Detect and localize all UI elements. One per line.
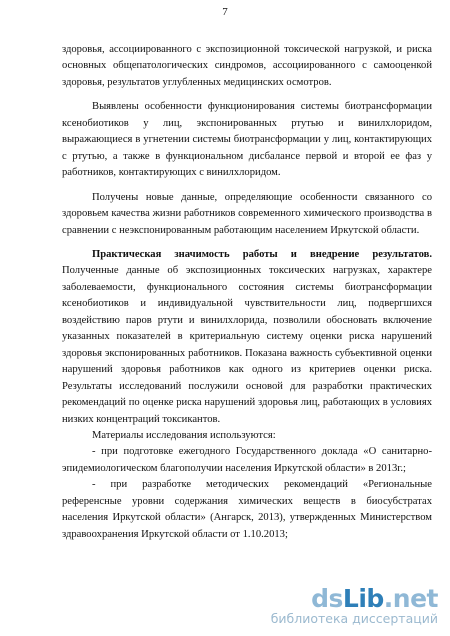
document-body bbox=[62, 42, 432, 543]
paragraph-2: Выявлены особенности функционирования системы биотрансформации ксенобиотиков у лиц, экспонированных ртутью и винилхлоридом, выражающиеся в угнетении системы биотрансформации у лиц, контактирующих с ртутью, а также в функциональном дисбалансе первой и второй ее фаз у работников, контактирующих с винилхлоридом. bbox=[62, 101, 432, 179]
list-item-1: - при подготовке ежегодного Государственного доклада «О санитарно-эпидемиологическом благополучии населения Иркутской области» в 2013г.; bbox=[62, 446, 432, 474]
paragraph-1: здоровья, ассоциированного с экспозиционной токсической нагрузкой, и риска основных общепатологических синдромов, ассоциированного с самооценкой здоровья, результатов углубленных медицинских осмотров. bbox=[62, 44, 432, 88]
dslib-subtitle: библиотека диссертаций bbox=[270, 611, 438, 626]
paragraph-3: Получены новые данные, определяющие особенности связанного со здоровьем качества жизни работников современного химического производства в сравнении с неэкспонированным работающим населением Иркутской области. bbox=[62, 191, 432, 236]
dslib-watermark bbox=[271, 586, 438, 626]
list-item-2: - при разработке методических рекомендаций «Региональные референсные уровни содержания химических веществ в биосубстратах населения Иркутской области» (Ангарск, 2013), утвержденных Министерством здравоохранения Иркутской области от 1.10.2013; bbox=[62, 479, 432, 540]
dslib-logo: dsLib.net bbox=[311, 584, 438, 613]
paragraph-5: Материалы исследования используются: bbox=[92, 429, 276, 441]
page-number: 7 bbox=[222, 6, 228, 18]
paragraph-4 bbox=[62, 247, 432, 428]
section-heading-practical-significance: Практическая значимость работы и внедрение результатов. bbox=[92, 248, 432, 260]
paragraph-4-body: Полученные данные об экспозиционных токсических нагрузках, характере заболеваемости, функционального состояния системы биотрансформации ксенобиотиков и индивидуальной чувствительности лиц, подвергшихся воздействию паров ртути и винилхлорида, позволили обосновать включение указанных показателей в критериальную систему оценки риска нарушений здоровья экспонированных работников. Показана важность субъективной оценки нарушений здоровья работников как одного из критериев оценки риска. Результаты исследований послужили основой для разработки практических рекомендаций по оценке риска нарушений здоровья лиц, работающих в условиях низких концентраций токсикантов. bbox=[62, 265, 432, 425]
